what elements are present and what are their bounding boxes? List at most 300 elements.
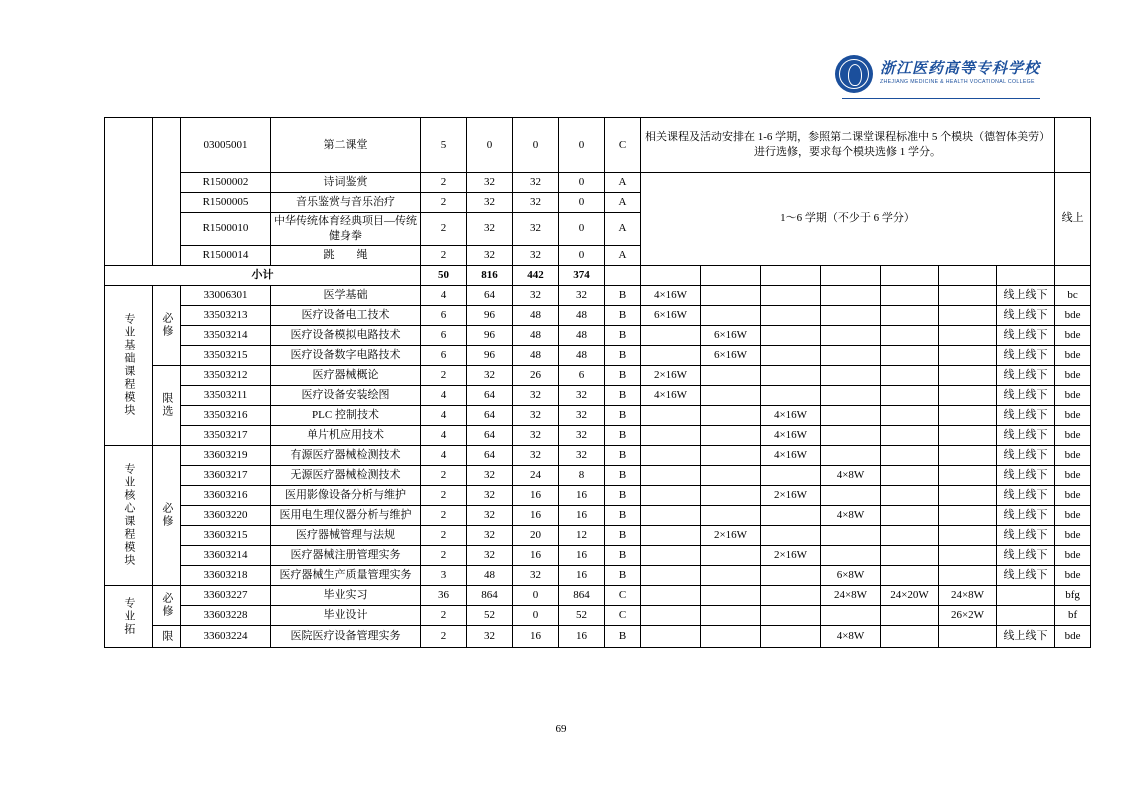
- term-3: 2×16W: [761, 545, 821, 565]
- course-total-hours: 32: [467, 485, 513, 505]
- course-remark: bde: [1055, 305, 1091, 325]
- term-3: [761, 605, 821, 625]
- course-code: 33603220: [181, 505, 271, 525]
- course-total-hours: 32: [467, 625, 513, 647]
- term-6: [939, 385, 997, 405]
- college-name-cn: 浙江医药高等专科学校: [879, 61, 1040, 78]
- table-row: [105, 505, 1091, 525]
- term-3: 4×16W: [761, 405, 821, 425]
- table-row: [105, 625, 1091, 647]
- term-5: [881, 385, 939, 405]
- course-remark: bde: [1055, 545, 1091, 565]
- term-4: 4×8W: [821, 505, 881, 525]
- course-theory-hours: 16: [513, 485, 559, 505]
- term-1: [641, 585, 701, 605]
- table-row: [105, 173, 1091, 193]
- subtotal-theory-hours: 442: [513, 265, 559, 285]
- course-practice-hours: 0: [559, 245, 605, 265]
- term-2: [701, 505, 761, 525]
- course-category: B: [605, 445, 641, 465]
- course-credit: 2: [421, 625, 467, 647]
- term-1: [641, 565, 701, 585]
- college-seal-icon: [835, 55, 873, 93]
- course-total-hours: 96: [467, 325, 513, 345]
- course-theory-hours: 32: [513, 285, 559, 305]
- term-6: [939, 325, 997, 345]
- term-2: [701, 605, 761, 625]
- course-remark: bfg: [1055, 585, 1091, 605]
- term-3: [761, 285, 821, 305]
- term-3: [761, 505, 821, 525]
- course-code: 33503214: [181, 325, 271, 345]
- course-practice-hours: 864: [559, 585, 605, 605]
- term-3: 2×16W: [761, 485, 821, 505]
- term-4: [821, 385, 881, 405]
- course-total-hours: 64: [467, 425, 513, 445]
- term-5: [881, 625, 939, 647]
- term-6: [939, 565, 997, 585]
- term-6: [939, 345, 997, 365]
- term-3: [761, 385, 821, 405]
- course-remark: bde: [1055, 485, 1091, 505]
- course-theory-hours: 32: [513, 193, 559, 213]
- term-3: [761, 325, 821, 345]
- course-mode: 线上线下: [997, 305, 1055, 325]
- course-total-hours: 64: [467, 285, 513, 305]
- term-6: [939, 365, 997, 385]
- term-1: [641, 445, 701, 465]
- course-code: 33503213: [181, 305, 271, 325]
- course-category: B: [605, 425, 641, 445]
- table-row: [105, 565, 1091, 585]
- course-remark: bde: [1055, 465, 1091, 485]
- course-credit: 2: [421, 173, 467, 193]
- term-3: [761, 585, 821, 605]
- term-4: [821, 365, 881, 385]
- course-mode: 线上线下: [997, 485, 1055, 505]
- term-4: [821, 325, 881, 345]
- course-name: 医院医疗设备管理实务: [271, 625, 421, 647]
- term-2: [701, 285, 761, 305]
- course-name: 医疗设备数字电路技术: [271, 345, 421, 365]
- course-mode: 线上: [1055, 173, 1091, 266]
- term-6: [939, 285, 997, 305]
- course-code: 33603227: [181, 585, 271, 605]
- term-6: [939, 405, 997, 425]
- course-name: 医疗器械概论: [271, 365, 421, 385]
- term-5: [881, 605, 939, 625]
- course-practice-hours: 32: [559, 445, 605, 465]
- term-1: [641, 545, 701, 565]
- course-category: A: [605, 193, 641, 213]
- course-credit: 36: [421, 585, 467, 605]
- course-practice-hours: 0: [559, 173, 605, 193]
- term-4: 4×8W: [821, 625, 881, 647]
- term-1: 4×16W: [641, 285, 701, 305]
- course-total-hours: 32: [467, 465, 513, 485]
- course-mode: 线上线下: [997, 385, 1055, 405]
- table-row: [105, 485, 1091, 505]
- course-total-hours: 96: [467, 305, 513, 325]
- term-6: [939, 525, 997, 545]
- course-theory-hours: 20: [513, 525, 559, 545]
- term-1: [641, 325, 701, 345]
- course-name: 诗词鉴赏: [271, 173, 421, 193]
- term-6: [939, 545, 997, 565]
- term-6: [939, 425, 997, 445]
- term-2: [701, 365, 761, 385]
- term-1: [641, 465, 701, 485]
- subtotal-row: [105, 265, 1091, 285]
- term-2: [701, 565, 761, 585]
- curriculum-table: [104, 117, 1091, 648]
- course-category: B: [605, 325, 641, 345]
- table-row: [105, 365, 1091, 385]
- course-total-hours: 32: [467, 505, 513, 525]
- course-theory-hours: 32: [513, 245, 559, 265]
- term-5: [881, 545, 939, 565]
- course-type-required: 必修: [153, 445, 181, 585]
- term-5: [881, 365, 939, 385]
- course-code: 33603217: [181, 465, 271, 485]
- term-1: 6×16W: [641, 305, 701, 325]
- course-category: C: [605, 585, 641, 605]
- course-remark: bde: [1055, 565, 1091, 585]
- course-credit: 2: [421, 605, 467, 625]
- course-category: B: [605, 285, 641, 305]
- course-theory-hours: 48: [513, 345, 559, 365]
- term-5: [881, 425, 939, 445]
- term-1: [641, 605, 701, 625]
- course-total-hours: 32: [467, 193, 513, 213]
- course-credit: 2: [421, 545, 467, 565]
- course-mode: 线上线下: [997, 405, 1055, 425]
- course-type-limited: 限选: [153, 365, 181, 445]
- table-row: [105, 405, 1091, 425]
- course-total-hours: 32: [467, 525, 513, 545]
- term-1: [641, 405, 701, 425]
- course-type-limited: 限: [153, 625, 181, 647]
- term-3: 4×16W: [761, 425, 821, 445]
- course-practice-hours: 48: [559, 325, 605, 345]
- course-code: 33006301: [181, 285, 271, 305]
- course-total-hours: 64: [467, 405, 513, 425]
- table-row: [105, 385, 1091, 405]
- logo-divider: [842, 98, 1040, 99]
- term-5: [881, 285, 939, 305]
- course-mode: 线上线下: [997, 565, 1055, 585]
- course-credit: 6: [421, 305, 467, 325]
- term-4: [821, 405, 881, 425]
- course-credit: 2: [421, 213, 467, 246]
- subtotal-term-4: [821, 265, 881, 285]
- course-total-hours: 32: [467, 173, 513, 193]
- course-code: R1500002: [181, 173, 271, 193]
- course-practice-hours: 16: [559, 485, 605, 505]
- course-theory-hours: 16: [513, 505, 559, 525]
- course-name: 医疗设备电工技术: [271, 305, 421, 325]
- course-code: 33603219: [181, 445, 271, 465]
- course-total-hours: 32: [467, 365, 513, 385]
- course-code: 33603216: [181, 485, 271, 505]
- course-remark: bde: [1055, 425, 1091, 445]
- course-total-hours: 864: [467, 585, 513, 605]
- term-4: [821, 285, 881, 305]
- term-6: [939, 445, 997, 465]
- course-mode: 线上线下: [997, 325, 1055, 345]
- course-category: B: [605, 345, 641, 365]
- term-4: [821, 425, 881, 445]
- course-theory-hours: 48: [513, 305, 559, 325]
- course-credit: 3: [421, 565, 467, 585]
- term-2: [701, 305, 761, 325]
- course-name: 医学基础: [271, 285, 421, 305]
- term-4: 4×8W: [821, 465, 881, 485]
- course-practice-hours: 52: [559, 605, 605, 625]
- term-5: [881, 445, 939, 465]
- course-remark: bf: [1055, 605, 1091, 625]
- course-category: B: [605, 525, 641, 545]
- course-theory-hours: 16: [513, 625, 559, 647]
- course-name: 中华传统体育经典项目—传统健身拳: [271, 213, 421, 246]
- term-3: [761, 345, 821, 365]
- course-credit: 6: [421, 325, 467, 345]
- course-practice-hours: 16: [559, 565, 605, 585]
- course-name: 有源医疗器械检测技术: [271, 445, 421, 465]
- term-5: [881, 305, 939, 325]
- course-category: B: [605, 465, 641, 485]
- term-6: [939, 465, 997, 485]
- course-code: 33503216: [181, 405, 271, 425]
- term-2: [701, 465, 761, 485]
- course-code: 33603218: [181, 565, 271, 585]
- course-name: 第二课堂: [271, 118, 421, 173]
- course-credit: 2: [421, 365, 467, 385]
- course-theory-hours: 16: [513, 545, 559, 565]
- course-category: B: [605, 485, 641, 505]
- course-category: B: [605, 625, 641, 647]
- subtotal-term-3: [761, 265, 821, 285]
- course-practice-hours: 16: [559, 505, 605, 525]
- course-mode: [1055, 118, 1091, 173]
- table-row: [105, 305, 1091, 325]
- term-5: [881, 525, 939, 545]
- course-name: 音乐鉴赏与音乐治疗: [271, 193, 421, 213]
- table-row: [105, 545, 1091, 565]
- table-row: [105, 585, 1091, 605]
- course-mode: [997, 585, 1055, 605]
- table-row: [105, 525, 1091, 545]
- course-name: 跳 绳: [271, 245, 421, 265]
- course-total-hours: 52: [467, 605, 513, 625]
- module-label-extension: 专业拓: [105, 585, 153, 647]
- course-credit: 5: [421, 118, 467, 173]
- term-1: [641, 625, 701, 647]
- course-credit: 2: [421, 465, 467, 485]
- course-code: 33603214: [181, 545, 271, 565]
- course-name: 单片机应用技术: [271, 425, 421, 445]
- subtotal-term-1: [641, 265, 701, 285]
- group-cell-empty: [105, 118, 153, 266]
- course-name: 医用电生理仪器分析与维护: [271, 505, 421, 525]
- subtotal-term-6: [939, 265, 997, 285]
- course-name: 医疗设备安装绘图: [271, 385, 421, 405]
- course-credit: 2: [421, 193, 467, 213]
- term-4: [821, 545, 881, 565]
- term-3: [761, 305, 821, 325]
- course-practice-hours: 32: [559, 285, 605, 305]
- course-name: 医疗器械管理与法规: [271, 525, 421, 545]
- course-credit: 4: [421, 405, 467, 425]
- course-credit: 4: [421, 445, 467, 465]
- course-total-hours: 0: [467, 118, 513, 173]
- course-name: 毕业设计: [271, 605, 421, 625]
- term-4: [821, 605, 881, 625]
- course-theory-hours: 48: [513, 325, 559, 345]
- course-mode: 线上线下: [997, 345, 1055, 365]
- course-category: B: [605, 545, 641, 565]
- term-5: [881, 465, 939, 485]
- course-name: 医用影像设备分析与维护: [271, 485, 421, 505]
- table-row: [105, 445, 1091, 465]
- term-1: [641, 525, 701, 545]
- table-row: [105, 345, 1091, 365]
- course-practice-hours: 32: [559, 385, 605, 405]
- table-row: [105, 285, 1091, 305]
- course-credit: 4: [421, 285, 467, 305]
- subtotal-term-5: [881, 265, 939, 285]
- course-category: B: [605, 565, 641, 585]
- term-6: 26×2W: [939, 605, 997, 625]
- course-category: B: [605, 305, 641, 325]
- term-3: [761, 625, 821, 647]
- term-2: [701, 425, 761, 445]
- course-note-merged: 相关课程及活动安排在 1-6 学期，参照第二课堂课程标准中 5 个模块（德智体美劳）进行选修，要求每个模块选修 1 学分。: [641, 118, 1055, 173]
- course-remark: bde: [1055, 525, 1091, 545]
- term-2: [701, 545, 761, 565]
- course-total-hours: 64: [467, 385, 513, 405]
- course-remark: bde: [1055, 385, 1091, 405]
- term-2: [701, 385, 761, 405]
- term-4: [821, 445, 881, 465]
- term-2: [701, 485, 761, 505]
- term-6: [939, 625, 997, 647]
- term-5: [881, 405, 939, 425]
- course-theory-hours: 32: [513, 385, 559, 405]
- course-remark: bde: [1055, 505, 1091, 525]
- term-1: [641, 505, 701, 525]
- term-1: [641, 425, 701, 445]
- subtotal-mode: [997, 265, 1055, 285]
- course-remark: bde: [1055, 365, 1091, 385]
- course-credit: 2: [421, 485, 467, 505]
- course-practice-hours: 12: [559, 525, 605, 545]
- course-remark: bde: [1055, 445, 1091, 465]
- course-mode: 线上线下: [997, 525, 1055, 545]
- course-practice-hours: 48: [559, 345, 605, 365]
- college-name-en: ZHEJIANG MEDICINE & HEALTH VOCATIONAL COLLEGE: [879, 79, 1035, 86]
- course-remark: bde: [1055, 345, 1091, 365]
- course-mode: 线上线下: [997, 285, 1055, 305]
- course-name: 毕业实习: [271, 585, 421, 605]
- table-row: [105, 325, 1091, 345]
- course-practice-hours: 48: [559, 305, 605, 325]
- term-3: [761, 525, 821, 545]
- term-2: [701, 625, 761, 647]
- course-total-hours: 32: [467, 545, 513, 565]
- course-total-hours: 64: [467, 445, 513, 465]
- page-number: 69: [555, 723, 567, 735]
- course-category: A: [605, 245, 641, 265]
- course-code: 33603215: [181, 525, 271, 545]
- course-total-hours: 32: [467, 213, 513, 246]
- subtotal-term-2: [701, 265, 761, 285]
- course-name: PLC 控制技术: [271, 405, 421, 425]
- module-label-basic: 专业基础课程模块: [105, 285, 153, 445]
- course-category: B: [605, 505, 641, 525]
- term-6: [939, 505, 997, 525]
- course-credit: 4: [421, 385, 467, 405]
- term-4: [821, 485, 881, 505]
- course-category: B: [605, 365, 641, 385]
- course-code: 33503211: [181, 385, 271, 405]
- curriculum-table-wrapper: [104, 117, 1084, 648]
- term-1: [641, 485, 701, 505]
- term-3: [761, 365, 821, 385]
- course-mode: 线上线下: [997, 545, 1055, 565]
- course-remark: bde: [1055, 325, 1091, 345]
- course-mode: 线上线下: [997, 505, 1055, 525]
- course-theory-hours: 32: [513, 425, 559, 445]
- course-name: 医疗设备模拟电路技术: [271, 325, 421, 345]
- term-1: 4×16W: [641, 385, 701, 405]
- course-remark: bc: [1055, 285, 1091, 305]
- course-mode: 线上线下: [997, 625, 1055, 647]
- course-mode: 线上线下: [997, 465, 1055, 485]
- course-practice-hours: 0: [559, 193, 605, 213]
- course-category: B: [605, 405, 641, 425]
- course-code: R1500014: [181, 245, 271, 265]
- course-category: C: [605, 118, 641, 173]
- course-theory-hours: 32: [513, 405, 559, 425]
- course-category: A: [605, 213, 641, 246]
- term-5: [881, 565, 939, 585]
- course-theory-hours: 0: [513, 585, 559, 605]
- term-2: 6×16W: [701, 345, 761, 365]
- course-code: R1500005: [181, 193, 271, 213]
- college-logo-text: [880, 62, 1040, 85]
- course-practice-hours: 6: [559, 365, 605, 385]
- course-remark: bde: [1055, 625, 1091, 647]
- subtotal-label: 小计: [105, 265, 421, 285]
- course-mode: [997, 605, 1055, 625]
- course-practice-hours: 16: [559, 545, 605, 565]
- course-total-hours: 32: [467, 245, 513, 265]
- course-remark: bde: [1055, 405, 1091, 425]
- term-1: 2×16W: [641, 365, 701, 385]
- subtotal-total-hours: 816: [467, 265, 513, 285]
- course-theory-hours: 32: [513, 565, 559, 585]
- course-practice-hours: 8: [559, 465, 605, 485]
- term-5: [881, 485, 939, 505]
- course-practice-hours: 32: [559, 405, 605, 425]
- course-practice-hours: 0: [559, 118, 605, 173]
- subtotal-credit: 50: [421, 265, 467, 285]
- course-code: 33503217: [181, 425, 271, 445]
- college-logo: [835, 55, 1040, 93]
- term-4: [821, 345, 881, 365]
- course-code: 03005001: [181, 118, 271, 173]
